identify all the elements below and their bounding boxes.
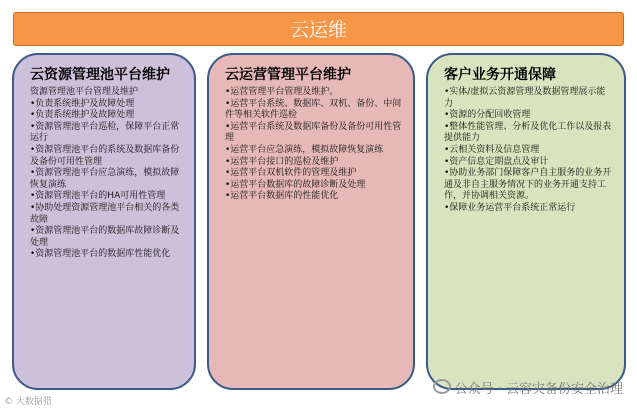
list-item: •资源管理池平台的系统及数据库备份及备份可用性管理 <box>30 144 180 167</box>
list-item: 资源管理池平台管理及维护 <box>30 87 139 97</box>
list-item: •整体性能管理、分析及优化工作以及报表提供能力 <box>444 121 612 144</box>
card-item-list <box>444 87 614 215</box>
list-item: •资源管理池平台应急演练，模拟故障恢复演练 <box>30 168 180 190</box>
list-item: •运营平台应急演练，模拟故障恢复演练 <box>225 144 384 155</box>
list-item: •资产信息定期盘点及审计 <box>444 156 549 167</box>
list-item: •运营平台数据库的性能优化 <box>225 191 339 202</box>
card-title: 客户业务开通保障 <box>444 67 556 83</box>
list-item: •资源管理池平台的数据库性能优化 <box>30 249 171 260</box>
list-item: •协助处理资源管理池平台相关的各类故障 <box>30 202 180 225</box>
banner-title: 云运维 <box>13 12 624 46</box>
list-item: •云相关资料及信息管理 <box>444 144 540 155</box>
wechat-icon <box>433 379 451 394</box>
card-title: 云运营管理平台维护 <box>225 67 351 83</box>
list-item: •运营平台双机软件的管理及维护 <box>225 168 357 179</box>
card-cloud-operations-platform <box>207 53 415 390</box>
card-title: 云资源管理池平台维护 <box>30 67 170 83</box>
card-item-list <box>30 87 184 261</box>
list-item: •运营平台数据库的故障诊断及处理 <box>225 179 366 190</box>
list-item: •运营平台接口的巡检及维护 <box>225 156 339 167</box>
list-item: •负责系统维护及故障处理 <box>30 98 135 109</box>
list-item: •运营平台系统及数据库备份及备份可用性管理 <box>225 121 402 144</box>
list-item: •资源管理池平台的HA可用性管理 <box>30 191 166 202</box>
list-item: •实体/虚拟云资源管理及数据管理展示能力 <box>444 87 606 109</box>
watermark-right-text: 公众号 · 云容灾备份安全治理 <box>454 382 623 397</box>
watermark-left: © 大数据猎 <box>4 397 52 407</box>
list-item: •保障业务运营平台系统正常运行 <box>444 202 576 213</box>
list-item: •协助业务部门保障客户自主服务的业务开通及非自主服务情况下的业务开通支持工作，并协调相关资源。 <box>444 168 612 202</box>
watermark-right <box>433 378 623 397</box>
card-item-list <box>225 87 403 203</box>
list-item: •运营管理平台管理及维护。 <box>225 87 339 97</box>
list-item: •资源管理池平台的数据库故障诊断及处理 <box>30 226 180 248</box>
card-customer-service-assurance <box>426 53 626 390</box>
list-item: •运营平台系统、数据库、双机、备份、中间件等相关软件巡检 <box>225 98 402 121</box>
list-item: •资源管理池平台巡检，保障平台正常运行 <box>30 121 180 144</box>
card-cloud-resource-pool <box>12 53 196 390</box>
list-item: •资源的分配回收管理 <box>444 110 531 121</box>
list-item: •负责系统维护及故障处理 <box>30 110 135 121</box>
